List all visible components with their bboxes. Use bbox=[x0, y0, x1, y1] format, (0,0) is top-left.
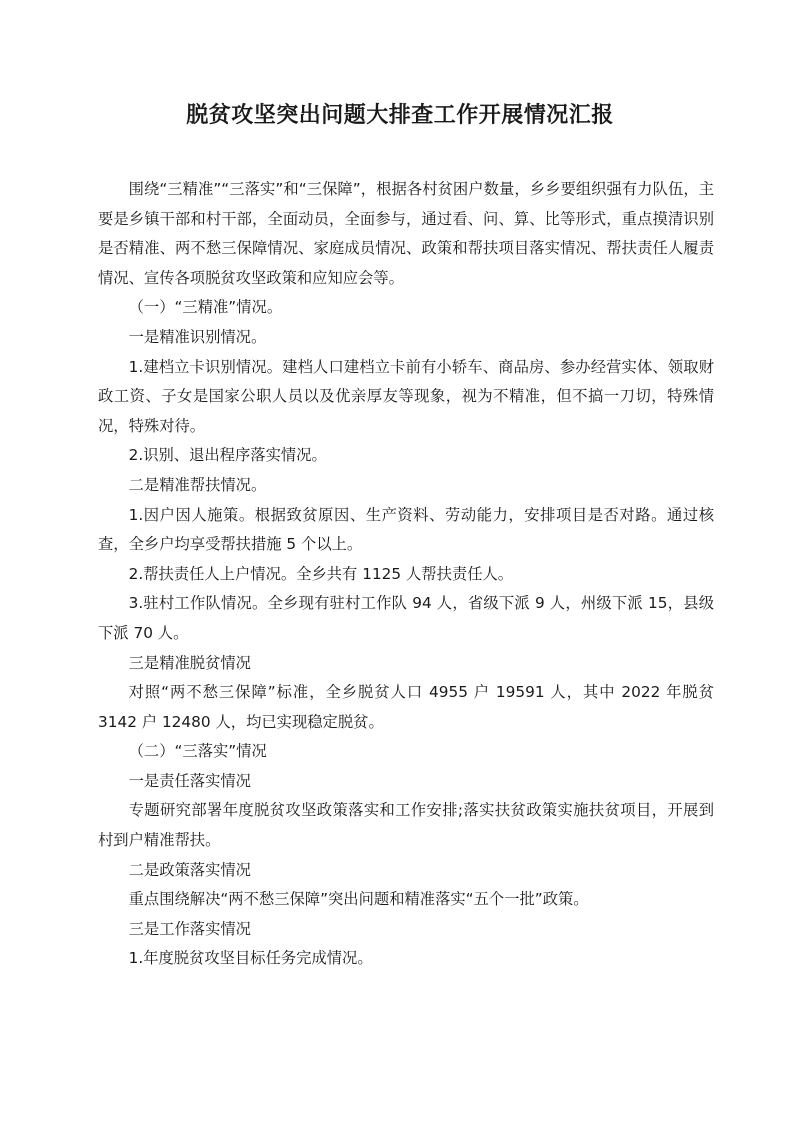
paragraph: 一是责任落实情况 bbox=[128, 771, 251, 790]
paragraph: 二是精准帮扶情况。 bbox=[128, 475, 267, 494]
paragraph: 专题研究部署年度脱贫攻坚政策落实和工作安排;落实扶贫政策实施扶贫项目，开展到村到户精准帮扶。 bbox=[98, 801, 714, 850]
paragraph: （二）“三落实”情况 bbox=[128, 742, 267, 761]
paragraph: 重点围绕解决“两不愁三保障”突出问题和精准落实“五个一批”政策。 bbox=[128, 890, 589, 909]
paragraph: 一是精准识别情况。 bbox=[128, 327, 267, 346]
paragraph: 1.建档立卡识别情况。建档人口建档立卡前有小轿车、商品房、参办经营实体、领取财政工资、子女是国家公职人员以及优亲厚友等现象，视为不精准，但不搞一刀切，特殊情况，特殊对待。 bbox=[98, 357, 714, 435]
paragraph: 2.帮扶责任人上户情况。全乡共有 1125 人帮扶责任人。 bbox=[128, 564, 514, 583]
paragraph: 2.识别、退出程序落实情况。 bbox=[128, 446, 327, 465]
document-title: 脱贫攻坚突出问题大排查工作开展情况汇报 bbox=[186, 103, 614, 128]
paragraph: 1.年度脱贫攻坚目标任务完成情况。 bbox=[128, 949, 373, 968]
paragraph: 围绕“三精准”“三落实”和“三保障”，根据各村贫困户数量，乡乡要组织强有力队伍，主要是乡镇干部和村干部，全面动员，全面参与，通过看、问、算、比等形式，重点摸清识别是否精准、两不愁三保障情况、家庭成员情况、政策和帮扶项目落实情况、帮扶责任人履责情况、宣传各项脱贫攻坚政策和应知应会等。 bbox=[98, 180, 714, 287]
paragraph: 三是精准脱贫情况 bbox=[128, 653, 251, 672]
paragraph: （一）“三精准”情况。 bbox=[128, 298, 283, 317]
document-body bbox=[98, 175, 714, 974]
paragraph: 3.驻村工作队情况。全乡现有驻村工作队 94 人，省级下派 9 人，州级下派 15，县级下派 70 人。 bbox=[98, 594, 714, 642]
paragraph: 三是工作落实情况 bbox=[128, 919, 251, 938]
paragraph: 1.因户因人施策。根据致贫原因、生产资料、劳动能力，安排项目是否对路。通过核查，全乡户均享受帮扶措施 5 个以上。 bbox=[98, 505, 714, 554]
paragraph: 二是政策落实情况 bbox=[128, 860, 251, 879]
paragraph: 对照“两不愁三保障”标准，全乡脱贫人口 4955 户 19591 人，其中 2022 年脱贫 3142 户 12480 人，均已实现稳定脱贫。 bbox=[98, 683, 714, 731]
